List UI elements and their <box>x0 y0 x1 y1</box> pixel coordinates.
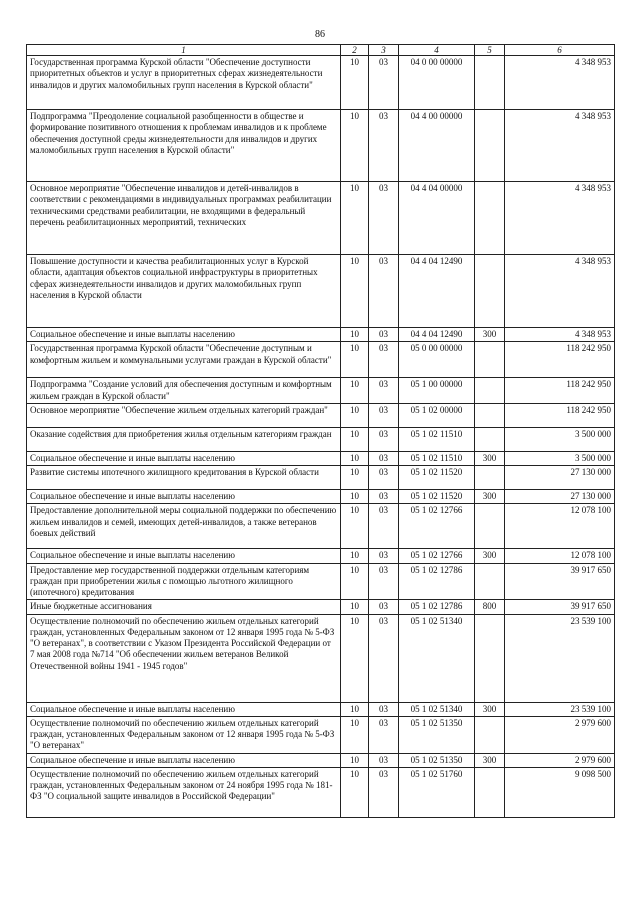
row-target-code: 05 1 00 00000 <box>399 378 475 404</box>
row-expense-type: 300 <box>475 549 505 563</box>
row-section: 10 <box>341 403 369 427</box>
row-amount: 4 348 953 <box>505 182 615 255</box>
row-amount: 23 539 100 <box>505 614 615 702</box>
row-expense-type: 300 <box>475 702 505 716</box>
table-row <box>27 563 615 600</box>
table-row <box>27 328 615 342</box>
table-row <box>27 403 615 427</box>
row-target-code: 05 1 02 11520 <box>399 490 475 504</box>
row-expense-type: 300 <box>475 451 505 465</box>
row-subsection: 03 <box>369 182 399 255</box>
row-section: 10 <box>341 600 369 614</box>
row-target-code: 05 1 02 11510 <box>399 451 475 465</box>
row-amount: 118 242 950 <box>505 378 615 404</box>
table-row <box>27 110 615 182</box>
row-expense-type: 300 <box>475 328 505 342</box>
table-row <box>27 466 615 490</box>
table-row <box>27 378 615 404</box>
row-subsection: 03 <box>369 563 399 600</box>
header-cell-3: 3 <box>369 45 399 56</box>
row-name: Государственная программа Курской области "Обеспечение доступным и комфортным жильем и коммунальными услугами граждан в Курской области" <box>27 342 341 378</box>
row-expense-type <box>475 563 505 600</box>
row-target-code: 05 1 02 12766 <box>399 549 475 563</box>
row-expense-type <box>475 255 505 328</box>
table-row <box>27 451 615 465</box>
row-section: 10 <box>341 490 369 504</box>
row-section: 10 <box>341 504 369 549</box>
header-cell-4: 4 <box>399 45 475 56</box>
table-row <box>27 753 615 767</box>
row-section: 10 <box>341 342 369 378</box>
row-name: Осуществление полномочий по обеспечению жильем отдельных категорий граждан, установленных Федеральным законом от 24 ноября 1995 года № 181-ФЗ "О социальной защите инвалидов в Российской Федерации" <box>27 767 341 817</box>
header-cell-1: 1 <box>27 45 341 56</box>
row-subsection: 03 <box>369 600 399 614</box>
row-section: 10 <box>341 466 369 490</box>
row-subsection: 03 <box>369 716 399 753</box>
row-target-code: 04 4 04 12490 <box>399 255 475 328</box>
row-amount: 118 242 950 <box>505 403 615 427</box>
table-row <box>27 549 615 563</box>
row-amount: 27 130 000 <box>505 466 615 490</box>
row-expense-type <box>475 342 505 378</box>
row-amount: 12 078 100 <box>505 504 615 549</box>
row-subsection: 03 <box>369 504 399 549</box>
row-expense-type: 300 <box>475 753 505 767</box>
row-target-code: 04 4 00 00000 <box>399 110 475 182</box>
table-row <box>27 56 615 110</box>
row-amount: 118 242 950 <box>505 342 615 378</box>
header-cell-5: 5 <box>475 45 505 56</box>
row-subsection: 03 <box>369 753 399 767</box>
row-section: 10 <box>341 427 369 451</box>
table-row <box>27 702 615 716</box>
table-row <box>27 427 615 451</box>
row-target-code: 05 1 02 12786 <box>399 600 475 614</box>
row-section: 10 <box>341 549 369 563</box>
page-number: 86 <box>315 29 325 40</box>
row-target-code: 04 4 04 00000 <box>399 182 475 255</box>
row-amount: 4 348 953 <box>505 56 615 110</box>
row-target-code: 05 1 02 11510 <box>399 427 475 451</box>
row-name: Предоставление дополнительной меры социальной поддержки по обеспечению жильем инвалидов и семей, имеющих детей-инвалидов, а также ветеранов боевых действий <box>27 504 341 549</box>
row-expense-type <box>475 182 505 255</box>
row-name: Основное мероприятие "Обеспечение жильем отдельных категорий граждан" <box>27 403 341 427</box>
header-cell-6: 6 <box>505 45 615 56</box>
row-name: Иные бюджетные ассигнования <box>27 600 341 614</box>
row-name: Осуществление полномочий по обеспечению жильем отдельных категорий граждан, установленных Федеральным законом от 12 января 1995 года № 5-ФЗ "О ветеранах", в соответствии с Указом Президента Российской Федерации от 7 мая 2008 года №714 "Об обеспечении жильем ветеранов Великой Отечественной войны 1941 - 1945 годов" <box>27 614 341 702</box>
table-row <box>27 342 615 378</box>
row-amount: 12 078 100 <box>505 549 615 563</box>
row-target-code: 05 1 02 51350 <box>399 716 475 753</box>
row-section: 10 <box>341 182 369 255</box>
row-section: 10 <box>341 767 369 817</box>
row-amount: 39 917 650 <box>505 600 615 614</box>
table-row <box>27 182 615 255</box>
row-expense-type <box>475 110 505 182</box>
row-expense-type <box>475 504 505 549</box>
header-cell-2: 2 <box>341 45 369 56</box>
row-target-code: 05 1 02 12766 <box>399 504 475 549</box>
row-amount: 9 098 500 <box>505 767 615 817</box>
row-name: Подпрограмма "Создание условий для обеспечения доступным и комфортным жильем граждан в Курской области" <box>27 378 341 404</box>
row-amount: 23 539 100 <box>505 702 615 716</box>
row-section: 10 <box>341 328 369 342</box>
row-name: Социальное обеспечение и иные выплаты населению <box>27 702 341 716</box>
table-row <box>27 767 615 817</box>
row-subsection: 03 <box>369 56 399 110</box>
row-name: Осуществление полномочий по обеспечению жильем отдельных категорий граждан, установленных Федеральным законом от 12 января 1995 года № 5-ФЗ "О ветеранах" <box>27 716 341 753</box>
row-target-code: 05 1 02 11520 <box>399 466 475 490</box>
row-subsection: 03 <box>369 255 399 328</box>
row-name: Социальное обеспечение и иные выплаты населению <box>27 490 341 504</box>
row-section: 10 <box>341 255 369 328</box>
row-expense-type <box>475 716 505 753</box>
row-target-code: 04 0 00 00000 <box>399 56 475 110</box>
row-target-code: 05 1 02 51350 <box>399 753 475 767</box>
table-row <box>27 614 615 702</box>
row-name: Социальное обеспечение и иные выплаты населению <box>27 451 341 465</box>
row-target-code: 05 0 00 00000 <box>399 342 475 378</box>
row-section: 10 <box>341 702 369 716</box>
row-subsection: 03 <box>369 767 399 817</box>
row-amount: 3 500 000 <box>505 427 615 451</box>
table-row <box>27 716 615 753</box>
row-expense-type <box>475 378 505 404</box>
row-amount: 39 917 650 <box>505 563 615 600</box>
row-target-code: 05 1 02 51760 <box>399 767 475 817</box>
row-amount: 27 130 000 <box>505 490 615 504</box>
row-subsection: 03 <box>369 702 399 716</box>
row-section: 10 <box>341 614 369 702</box>
row-name: Основное мероприятие "Обеспечение инвалидов и детей-инвалидов в соответствии с рекомендациями в индивидуальных программах реабилитации техническими средствами реабилитации, не входящими в федеральный перечень реабилитационных мероприятий, технических <box>27 182 341 255</box>
row-expense-type: 800 <box>475 600 505 614</box>
row-subsection: 03 <box>369 466 399 490</box>
table-row <box>27 255 615 328</box>
row-section: 10 <box>341 716 369 753</box>
row-target-code: 05 1 02 51340 <box>399 702 475 716</box>
row-name: Повышение доступности и качества реабилитационных услуг в Курской области, адаптация объектов социальной инфраструктуры в приоритетных сферах жизнедеятельности инвалидов и других маломобильных групп населения в Курской области <box>27 255 341 328</box>
row-name: Развитие системы ипотечного жилищного кредитования в Курской области <box>27 466 341 490</box>
row-expense-type <box>475 767 505 817</box>
row-target-code: 04 4 04 12490 <box>399 328 475 342</box>
table-row <box>27 504 615 549</box>
row-subsection: 03 <box>369 378 399 404</box>
row-section: 10 <box>341 753 369 767</box>
row-subsection: 03 <box>369 427 399 451</box>
row-amount: 2 979 600 <box>505 753 615 767</box>
row-subsection: 03 <box>369 328 399 342</box>
table-row <box>27 600 615 614</box>
row-section: 10 <box>341 110 369 182</box>
row-section: 10 <box>341 451 369 465</box>
row-expense-type <box>475 466 505 490</box>
row-expense-type <box>475 403 505 427</box>
row-amount: 4 348 953 <box>505 255 615 328</box>
row-amount: 3 500 000 <box>505 451 615 465</box>
table-header-row <box>27 45 615 56</box>
row-name: Подпрограмма "Преодоление социальной разобщенности в обществе и формирование позитивного отношения к проблемам инвалидов и к проблеме обеспечения доступной среды жизнедеятельности для инвалидов и других маломобильных групп населения в Курской области" <box>27 110 341 182</box>
row-name: Социальное обеспечение и иные выплаты населению <box>27 328 341 342</box>
row-expense-type <box>475 427 505 451</box>
row-amount: 2 979 600 <box>505 716 615 753</box>
row-expense-type: 300 <box>475 490 505 504</box>
row-expense-type <box>475 614 505 702</box>
row-target-code: 05 1 02 00000 <box>399 403 475 427</box>
row-subsection: 03 <box>369 614 399 702</box>
row-target-code: 05 1 02 51340 <box>399 614 475 702</box>
row-subsection: 03 <box>369 451 399 465</box>
row-subsection: 03 <box>369 403 399 427</box>
row-subsection: 03 <box>369 110 399 182</box>
row-amount: 4 348 953 <box>505 110 615 182</box>
row-expense-type <box>475 56 505 110</box>
row-section: 10 <box>341 56 369 110</box>
row-name: Государственная программа Курской области "Обеспечение доступности приоритетных объектов и услуг в приоритетных сферах жизнедеятельности инвалидов и других маломобильных групп населения в Курской области" <box>27 56 341 110</box>
row-amount: 4 348 953 <box>505 328 615 342</box>
row-subsection: 03 <box>369 549 399 563</box>
row-subsection: 03 <box>369 342 399 378</box>
row-target-code: 05 1 02 12786 <box>399 563 475 600</box>
row-name: Социальное обеспечение и иные выплаты населению <box>27 549 341 563</box>
row-subsection: 03 <box>369 490 399 504</box>
row-name: Предоставление мер государственной поддержки отдельным категориям граждан при приобретении жилья с помощью льготного жилищного (ипотечного) кредитования <box>27 563 341 600</box>
row-name: Социальное обеспечение и иные выплаты населению <box>27 753 341 767</box>
row-section: 10 <box>341 378 369 404</box>
budget-table <box>26 44 615 818</box>
row-section: 10 <box>341 563 369 600</box>
row-name: Оказание содействия для приобретения жилья отдельным категориям граждан <box>27 427 341 451</box>
table-row <box>27 490 615 504</box>
